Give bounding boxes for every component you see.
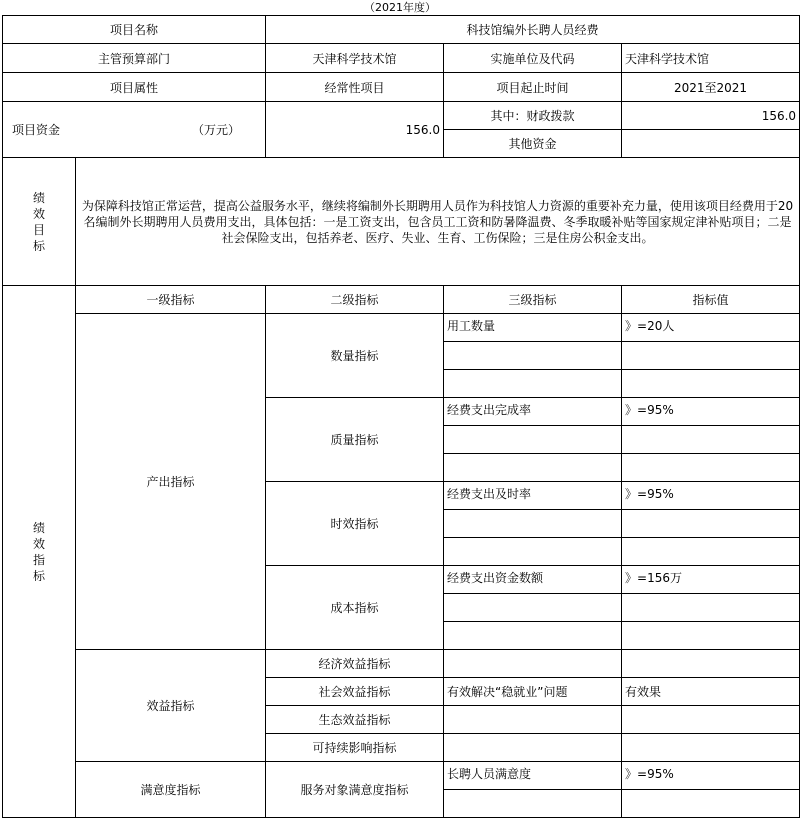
fund-label-cell xyxy=(3,102,266,158)
cost-label: 成本指标 xyxy=(266,566,444,650)
row-indicator-header xyxy=(3,286,800,314)
service-satisfaction-label: 服务对象满意度指标 xyxy=(266,762,444,818)
benefit-label: 效益指标 xyxy=(76,650,266,762)
attr-label: 项目属性 xyxy=(3,73,266,102)
unit-label: 实施单位及代码 xyxy=(444,44,622,73)
goal-label: 绩 效 目 标 xyxy=(3,158,76,286)
indicator-name: 有效解决“稳就业”问题 xyxy=(444,678,622,706)
project-name-value: 科技馆编外长聘人员经费 xyxy=(266,16,800,44)
indicator-value xyxy=(622,706,800,734)
dept-value: 天津科学技术馆 xyxy=(266,44,444,73)
quantity-label: 数量指标 xyxy=(266,314,444,398)
output-label: 产出指标 xyxy=(76,314,266,650)
indicator-name xyxy=(444,426,622,454)
indicator-value xyxy=(622,650,800,678)
fiscal-label: 其中：财政拨款 xyxy=(444,102,622,130)
indicator-name: 经费支出完成率 xyxy=(444,398,622,426)
indicator-name xyxy=(444,510,622,538)
table-row xyxy=(3,314,800,342)
indicator-value: 》=95% xyxy=(622,482,800,510)
row-attr xyxy=(3,73,800,102)
row-fund xyxy=(3,102,800,130)
indicator-value xyxy=(622,510,800,538)
indicator-value xyxy=(622,454,800,482)
indicator-value xyxy=(622,342,800,370)
period-label: 项目起止时间 xyxy=(444,73,622,102)
indicator-name: 长聘人员满意度 xyxy=(444,762,622,790)
satisfaction-label: 满意度指标 xyxy=(76,762,266,818)
header-level3: 三级指标 xyxy=(444,286,622,314)
indicator-name: 经费支出及时率 xyxy=(444,482,622,510)
indicator-name xyxy=(444,622,622,650)
indicator-value xyxy=(622,622,800,650)
period-value: 2021至2021 xyxy=(622,73,800,102)
indicator-value xyxy=(622,538,800,566)
row-dept xyxy=(3,44,800,73)
timeliness-label: 时效指标 xyxy=(266,482,444,566)
sustainable-label: 可持续影响指标 xyxy=(266,734,444,762)
table-row xyxy=(3,650,800,678)
social-label: 社会效益指标 xyxy=(266,678,444,706)
ecological-label: 生态效益指标 xyxy=(266,706,444,734)
indicator-value: 》=20人 xyxy=(622,314,800,342)
goal-text: 为保障科技馆正常运营，提高公益服务水平，继续将编制外长期聘用人员作为科技馆人力资源的重要补充力量，使用该项目经费用于20名编制外长期聘用人员费用支出，具体包括：一是工资支出，包含员工工资和防暑降温费、冬季取暖补贴等国家规定津补贴项目；二是社会保险支出，包括养老、医疗、失业、生育、工伤保险；三是住房公积金支出。 xyxy=(76,158,800,286)
indicator-value xyxy=(622,370,800,398)
other-value xyxy=(622,130,800,158)
indicator-value xyxy=(622,426,800,454)
row-goal xyxy=(3,158,800,286)
indicator-value: 有效果 xyxy=(622,678,800,706)
project-name-label: 项目名称 xyxy=(3,16,266,44)
indicator-name: 经费支出资金数额 xyxy=(444,566,622,594)
indicator-value: 》=95% xyxy=(622,398,800,426)
indicator-value: 》=156万 xyxy=(622,566,800,594)
quality-label: 质量指标 xyxy=(266,398,444,482)
header-level2: 二级指标 xyxy=(266,286,444,314)
indicator-name xyxy=(444,538,622,566)
unit-value: 天津科学技术馆 xyxy=(622,44,800,73)
indicator-value: 》=95% xyxy=(622,762,800,790)
indicator-name xyxy=(444,370,622,398)
indicator-name xyxy=(444,706,622,734)
fund-label: 项目资金 xyxy=(12,123,61,137)
indicator-name xyxy=(444,790,622,818)
economic-label: 经济效益指标 xyxy=(266,650,444,678)
indicator-value xyxy=(622,594,800,622)
indicator-name xyxy=(444,342,622,370)
table-row xyxy=(3,762,800,790)
indicator-value xyxy=(622,734,800,762)
fiscal-value: 156.0 xyxy=(622,102,800,130)
indicator-name xyxy=(444,734,622,762)
row-project-name xyxy=(3,16,800,44)
indicator-value xyxy=(622,790,800,818)
attr-value: 经常性项目 xyxy=(266,73,444,102)
fund-unit: （万元） xyxy=(192,123,241,137)
header-value: 指标值 xyxy=(622,286,800,314)
other-label: 其他资金 xyxy=(444,130,622,158)
indicator-name xyxy=(444,594,622,622)
indicator-name xyxy=(444,454,622,482)
indicator-name: 用工数量 xyxy=(444,314,622,342)
header-level1: 一级指标 xyxy=(76,286,266,314)
report-year: （2021年度） xyxy=(364,1,436,14)
dept-label: 主管预算部门 xyxy=(3,44,266,73)
indicator-label: 绩 效 指 标 xyxy=(3,286,76,818)
fund-value: 156.0 xyxy=(266,102,444,158)
indicator-name xyxy=(444,650,622,678)
performance-table xyxy=(2,15,800,818)
